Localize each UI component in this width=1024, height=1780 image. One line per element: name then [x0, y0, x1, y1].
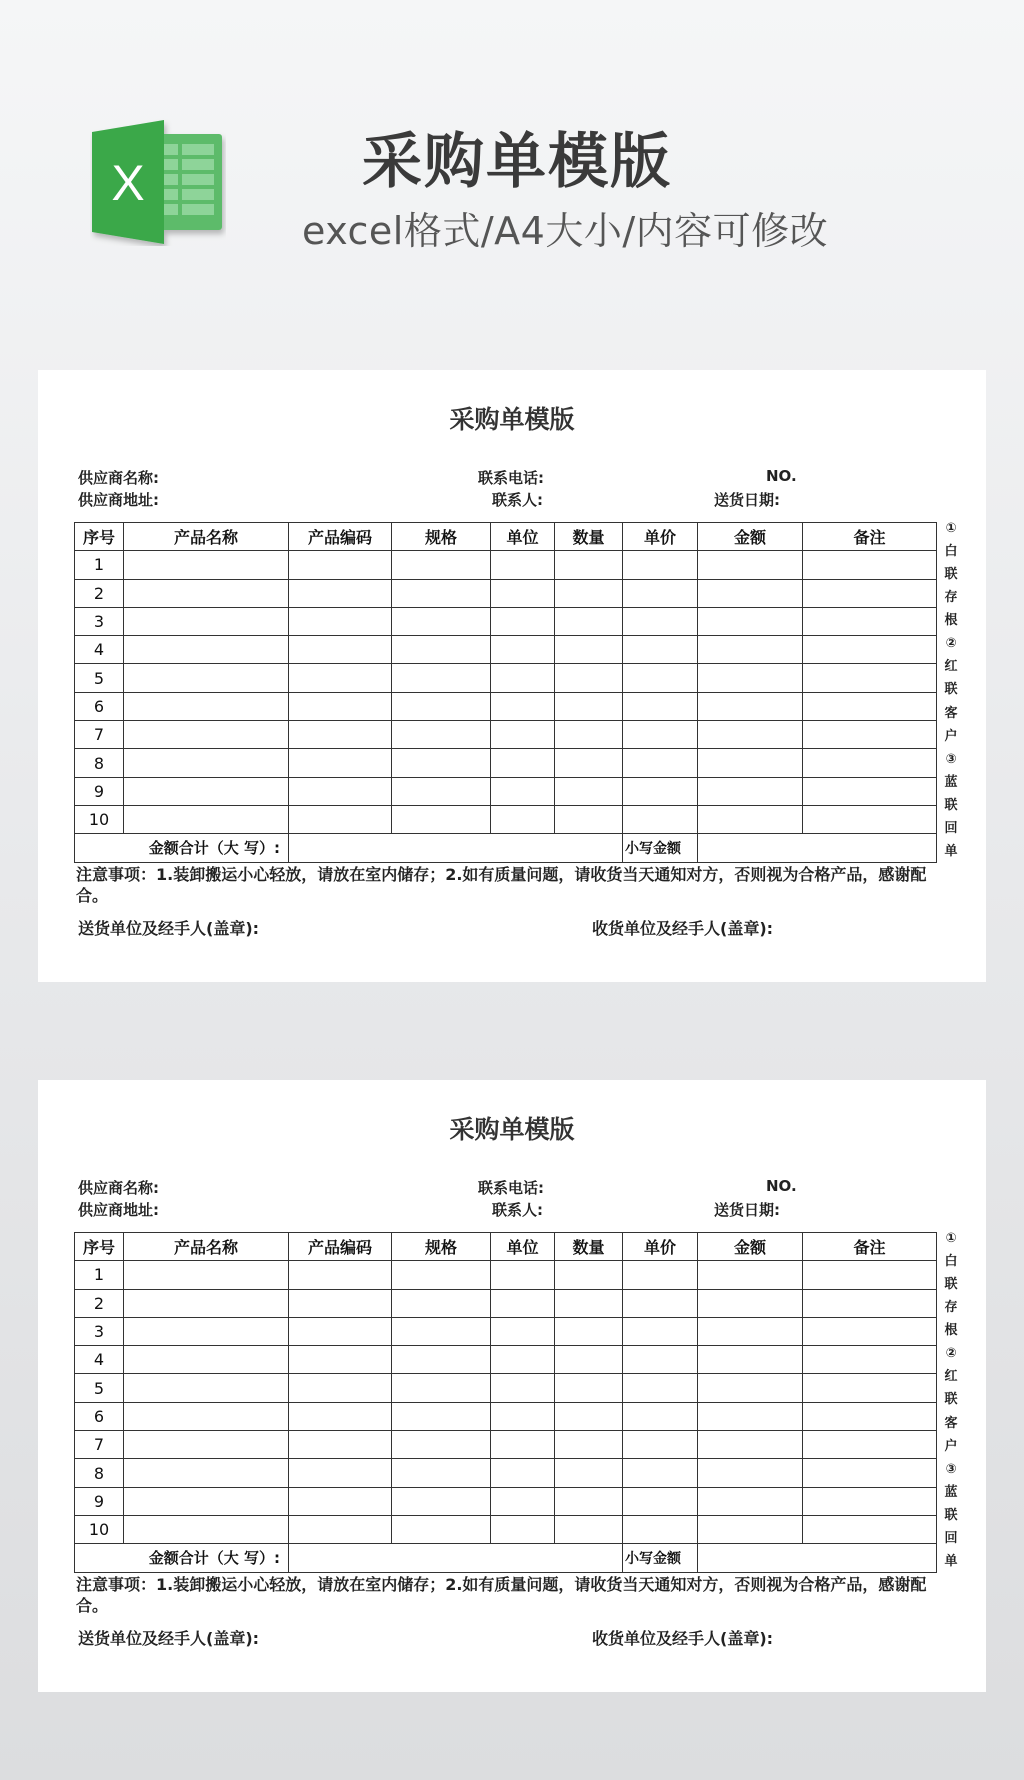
row-number: 7: [75, 721, 124, 749]
row-number: 9: [75, 1487, 124, 1515]
table-row: [75, 579, 937, 607]
col-header: 规格: [392, 523, 491, 551]
row-number: 3: [75, 1317, 124, 1345]
contact-label: 联系人:: [492, 1201, 543, 1219]
copy-instructions: ① 白 联 存 根 ② 红 联 客 户 ③ 蓝 联 回 单: [944, 521, 958, 859]
table-row: [75, 1459, 937, 1487]
purchase-order-sheet: [38, 370, 986, 982]
col-header: 备注: [803, 1233, 937, 1261]
table-row: [75, 1317, 937, 1345]
supplier-address-label: 供应商地址:: [78, 491, 159, 509]
table-row: [75, 721, 937, 749]
phone-label: 联系电话:: [478, 469, 544, 487]
table-header-row: [75, 523, 937, 551]
col-header: 规格: [392, 1233, 491, 1261]
purchase-order-sheet: [38, 1080, 986, 1692]
sender-signature-label: 送货单位及经手人(盖章):: [78, 919, 260, 938]
col-header: 数量: [555, 523, 623, 551]
supplier-name-label: 供应商名称:: [78, 469, 159, 487]
table-row: [75, 749, 937, 777]
small-amount-label: 小写金额: [623, 834, 698, 862]
col-header: 产品名称: [124, 1233, 289, 1261]
table-row: [75, 805, 937, 833]
table-row: [75, 1346, 937, 1374]
row-number: 4: [75, 1346, 124, 1374]
order-table: [74, 1232, 937, 1573]
row-number: 3: [75, 607, 124, 635]
row-number: 6: [75, 1402, 124, 1430]
sheet-title: 采购单模版: [449, 1115, 575, 1144]
row-number: 9: [75, 777, 124, 805]
col-header: 金额: [698, 1233, 803, 1261]
col-header: 单价: [623, 1233, 698, 1261]
row-number: 10: [75, 1515, 124, 1543]
table-header-row: [75, 1233, 937, 1261]
no-label: NO.: [766, 1177, 797, 1195]
delivery-date-label: 送货日期:: [714, 1201, 780, 1219]
col-header: 产品编码: [289, 1233, 392, 1261]
col-header: 单位: [491, 1233, 555, 1261]
table-row: [75, 1374, 937, 1402]
total-uppercase-value[interactable]: [289, 834, 623, 862]
table-row: [75, 1402, 937, 1430]
table-row: [75, 1261, 937, 1289]
table-row: [75, 1487, 937, 1515]
table-row: [75, 777, 937, 805]
copy-instructions: ① 白 联 存 根 ② 红 联 客 户 ③ 蓝 联 回 单: [944, 1231, 958, 1569]
col-header: 序号: [75, 1233, 124, 1261]
col-header: 数量: [555, 1233, 623, 1261]
row-number: 10: [75, 805, 124, 833]
table-row: [75, 1515, 937, 1543]
total-uppercase-label: 金额合计（大 写）:: [75, 1544, 289, 1572]
table-row: [75, 551, 937, 579]
table-row: [75, 607, 937, 635]
small-amount-value[interactable]: [698, 1544, 937, 1572]
sender-signature-label: 送货单位及经手人(盖章):: [78, 1629, 260, 1648]
row-number: 1: [75, 551, 124, 579]
row-number: 2: [75, 1289, 124, 1317]
contact-label: 联系人:: [492, 491, 543, 509]
col-header: 序号: [75, 523, 124, 551]
page-title: 采购单模版: [362, 127, 672, 197]
phone-label: 联系电话:: [478, 1179, 544, 1197]
supplier-address-label: 供应商地址:: [78, 1201, 159, 1219]
total-uppercase-label: 金额合计（大 写）:: [75, 834, 289, 862]
row-number: 8: [75, 1459, 124, 1487]
row-number: 4: [75, 636, 124, 664]
small-amount-label: 小写金额: [623, 1544, 698, 1572]
total-row: [75, 834, 937, 862]
row-number: 7: [75, 1431, 124, 1459]
notice-text: 注意事项：1.装卸搬运小心轻放，请放在室内储存；2.如有质量问题，请收货当天通知对方，否则视为合格产品，感谢配合。: [76, 1575, 927, 1615]
receiver-signature-label: 收货单位及经手人(盖章):: [592, 919, 774, 938]
supplier-name-label: 供应商名称:: [78, 1179, 159, 1197]
sheet-title: 采购单模版: [449, 405, 575, 434]
col-header: 产品编码: [289, 523, 392, 551]
row-number: 8: [75, 749, 124, 777]
row-number: 6: [75, 692, 124, 720]
receiver-signature-label: 收货单位及经手人(盖章):: [592, 1629, 774, 1648]
col-header: 单位: [491, 523, 555, 551]
page-subtitle: excel格式/A4大小/内容可修改: [302, 209, 829, 253]
delivery-date-label: 送货日期:: [714, 491, 780, 509]
no-label: NO.: [766, 467, 797, 485]
small-amount-value[interactable]: [698, 834, 937, 862]
excel-icon: [90, 118, 226, 246]
col-header: 单价: [623, 523, 698, 551]
col-header: 备注: [803, 523, 937, 551]
total-row: [75, 1544, 937, 1572]
table-row: [75, 664, 937, 692]
svg-text:X: X: [111, 155, 145, 211]
col-header: 金额: [698, 523, 803, 551]
table-row: [75, 692, 937, 720]
table-row: [75, 1289, 937, 1317]
order-table: [74, 522, 937, 863]
row-number: 2: [75, 579, 124, 607]
table-row: [75, 636, 937, 664]
row-number: 5: [75, 1374, 124, 1402]
notice-text: 注意事项：1.装卸搬运小心轻放，请放在室内储存；2.如有质量问题，请收货当天通知对方，否则视为合格产品，感谢配合。: [76, 865, 927, 905]
hero-banner: [0, 0, 1024, 340]
row-number: 5: [75, 664, 124, 692]
row-number: 1: [75, 1261, 124, 1289]
col-header: 产品名称: [124, 523, 289, 551]
table-row: [75, 1431, 937, 1459]
total-uppercase-value[interactable]: [289, 1544, 623, 1572]
